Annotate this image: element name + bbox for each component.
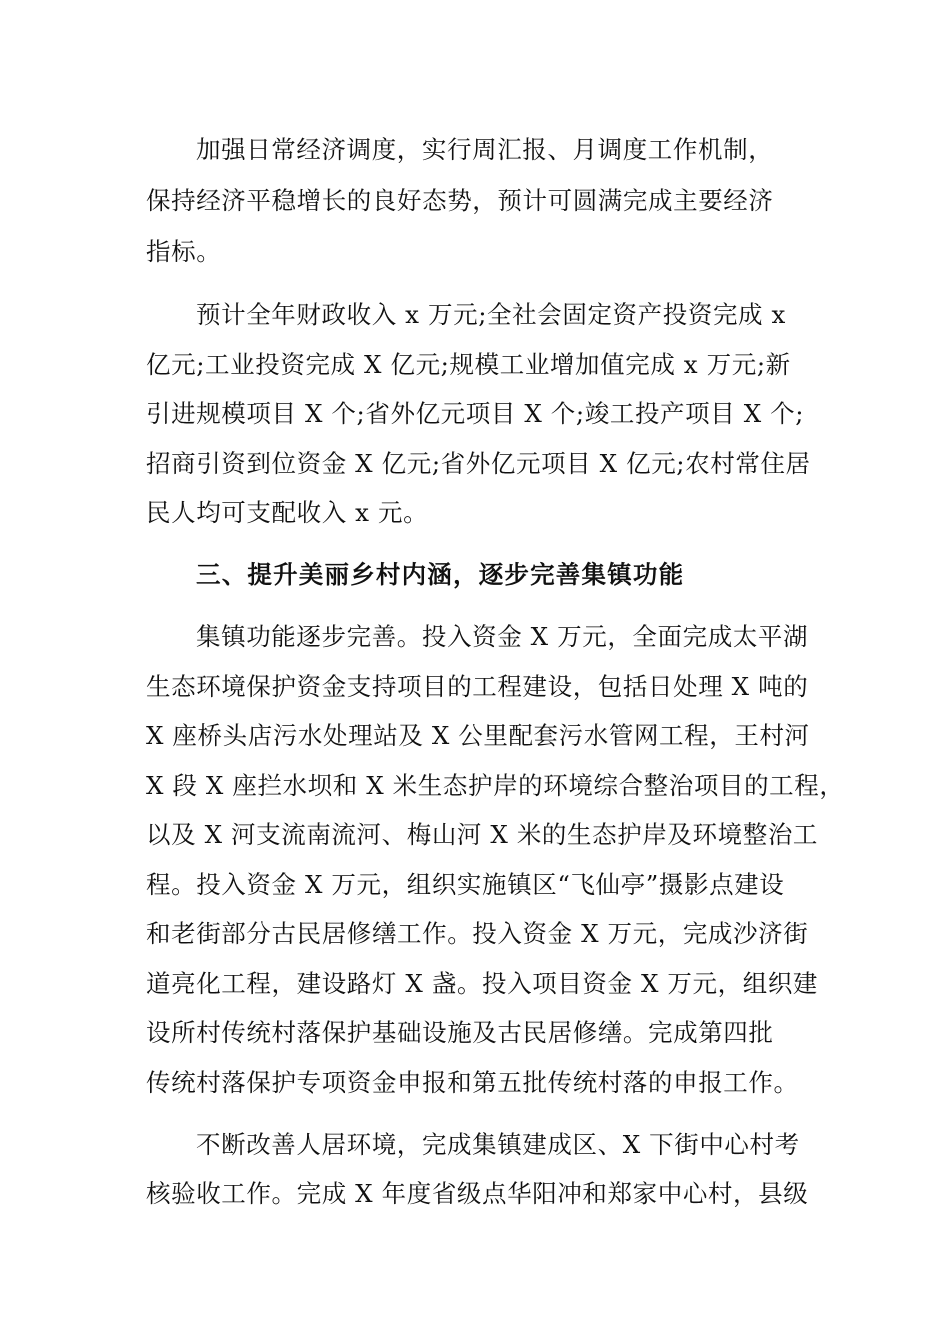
paragraph-2-line-1: 预计全年财政收入 x 万元;全社会固定资产投资完成 x — [196, 300, 786, 329]
paragraph-3-line-5: 以及 X 河支流南流河、梅山河 X 米的生态护岸及环境整治工 — [146, 820, 819, 849]
paragraph-3-line-9: 设所村传统村落保护基础设施及古民居修缮。完成第四批 — [146, 1018, 774, 1047]
paragraph-3-line-7: 和老街部分古民居修缮工作。投入资金 X 万元，完成沙济街 — [146, 919, 809, 948]
paragraph-3-line-3: X 座桥头店污水处理站及 X 公里配套污水管网工程，王村河 — [146, 721, 810, 750]
paragraph-2-line-5: 民人均可支配收入 x 元。 — [146, 498, 429, 527]
paragraph-1-line-1: 加强日常经济调度，实行周汇报、月调度工作机制， — [196, 135, 774, 164]
paragraph-3-line-6: 程。投入资金 X 万元，组织实施镇区“飞仙亭”摄影点建设 — [146, 870, 785, 899]
paragraph-4-line-2: 核验收工作。完成 X 年度省级点华阳冲和郑家中心村，县级 — [146, 1179, 809, 1208]
paragraph-2-line-4: 招商引资到位资金 X 亿元;省外亿元项目 X 亿元;农村常住居 — [146, 449, 811, 478]
paragraph-3-line-2: 生态环境保护资金支持项目的工程建设，包括日处理 X 吨的 — [146, 672, 809, 701]
section-heading: 三、提升美丽乡村内涵，逐步完善集镇功能 — [196, 560, 685, 589]
paragraph-4-line-1: 不断改善人居环境，完成集镇建成区、X 下街中心村考 — [196, 1130, 800, 1159]
paragraph-1-line-2: 保持经济平稳增长的良好态势，预计可圆满完成主要经济 — [146, 186, 774, 215]
paragraph-3-line-1: 集镇功能逐步完善。投入资金 X 万元，全面完成太平湖 — [196, 622, 809, 651]
paragraph-1-line-3: 指标。 — [146, 237, 222, 266]
paragraph-2-line-2: 亿元;工业投资完成 X 亿元;规模工业增加值完成 x 万元;新 — [146, 350, 791, 379]
paragraph-3-line-10: 传统村落保护专项资金申报和第五批传统村落的申报工作。 — [146, 1068, 799, 1097]
paragraph-3-line-8: 道亮化工程，建设路灯 X 盏。投入项目资金 X 万元，组织建 — [146, 969, 819, 998]
paragraph-3-line-4: X 段 X 座拦水坝和 X 米生态护岸的环境综合整治项目的工程， — [146, 771, 845, 800]
paragraph-2-line-3: 引进规模项目 X 个;省外亿元项目 X 个;竣工投产项目 X 个; — [146, 399, 805, 428]
